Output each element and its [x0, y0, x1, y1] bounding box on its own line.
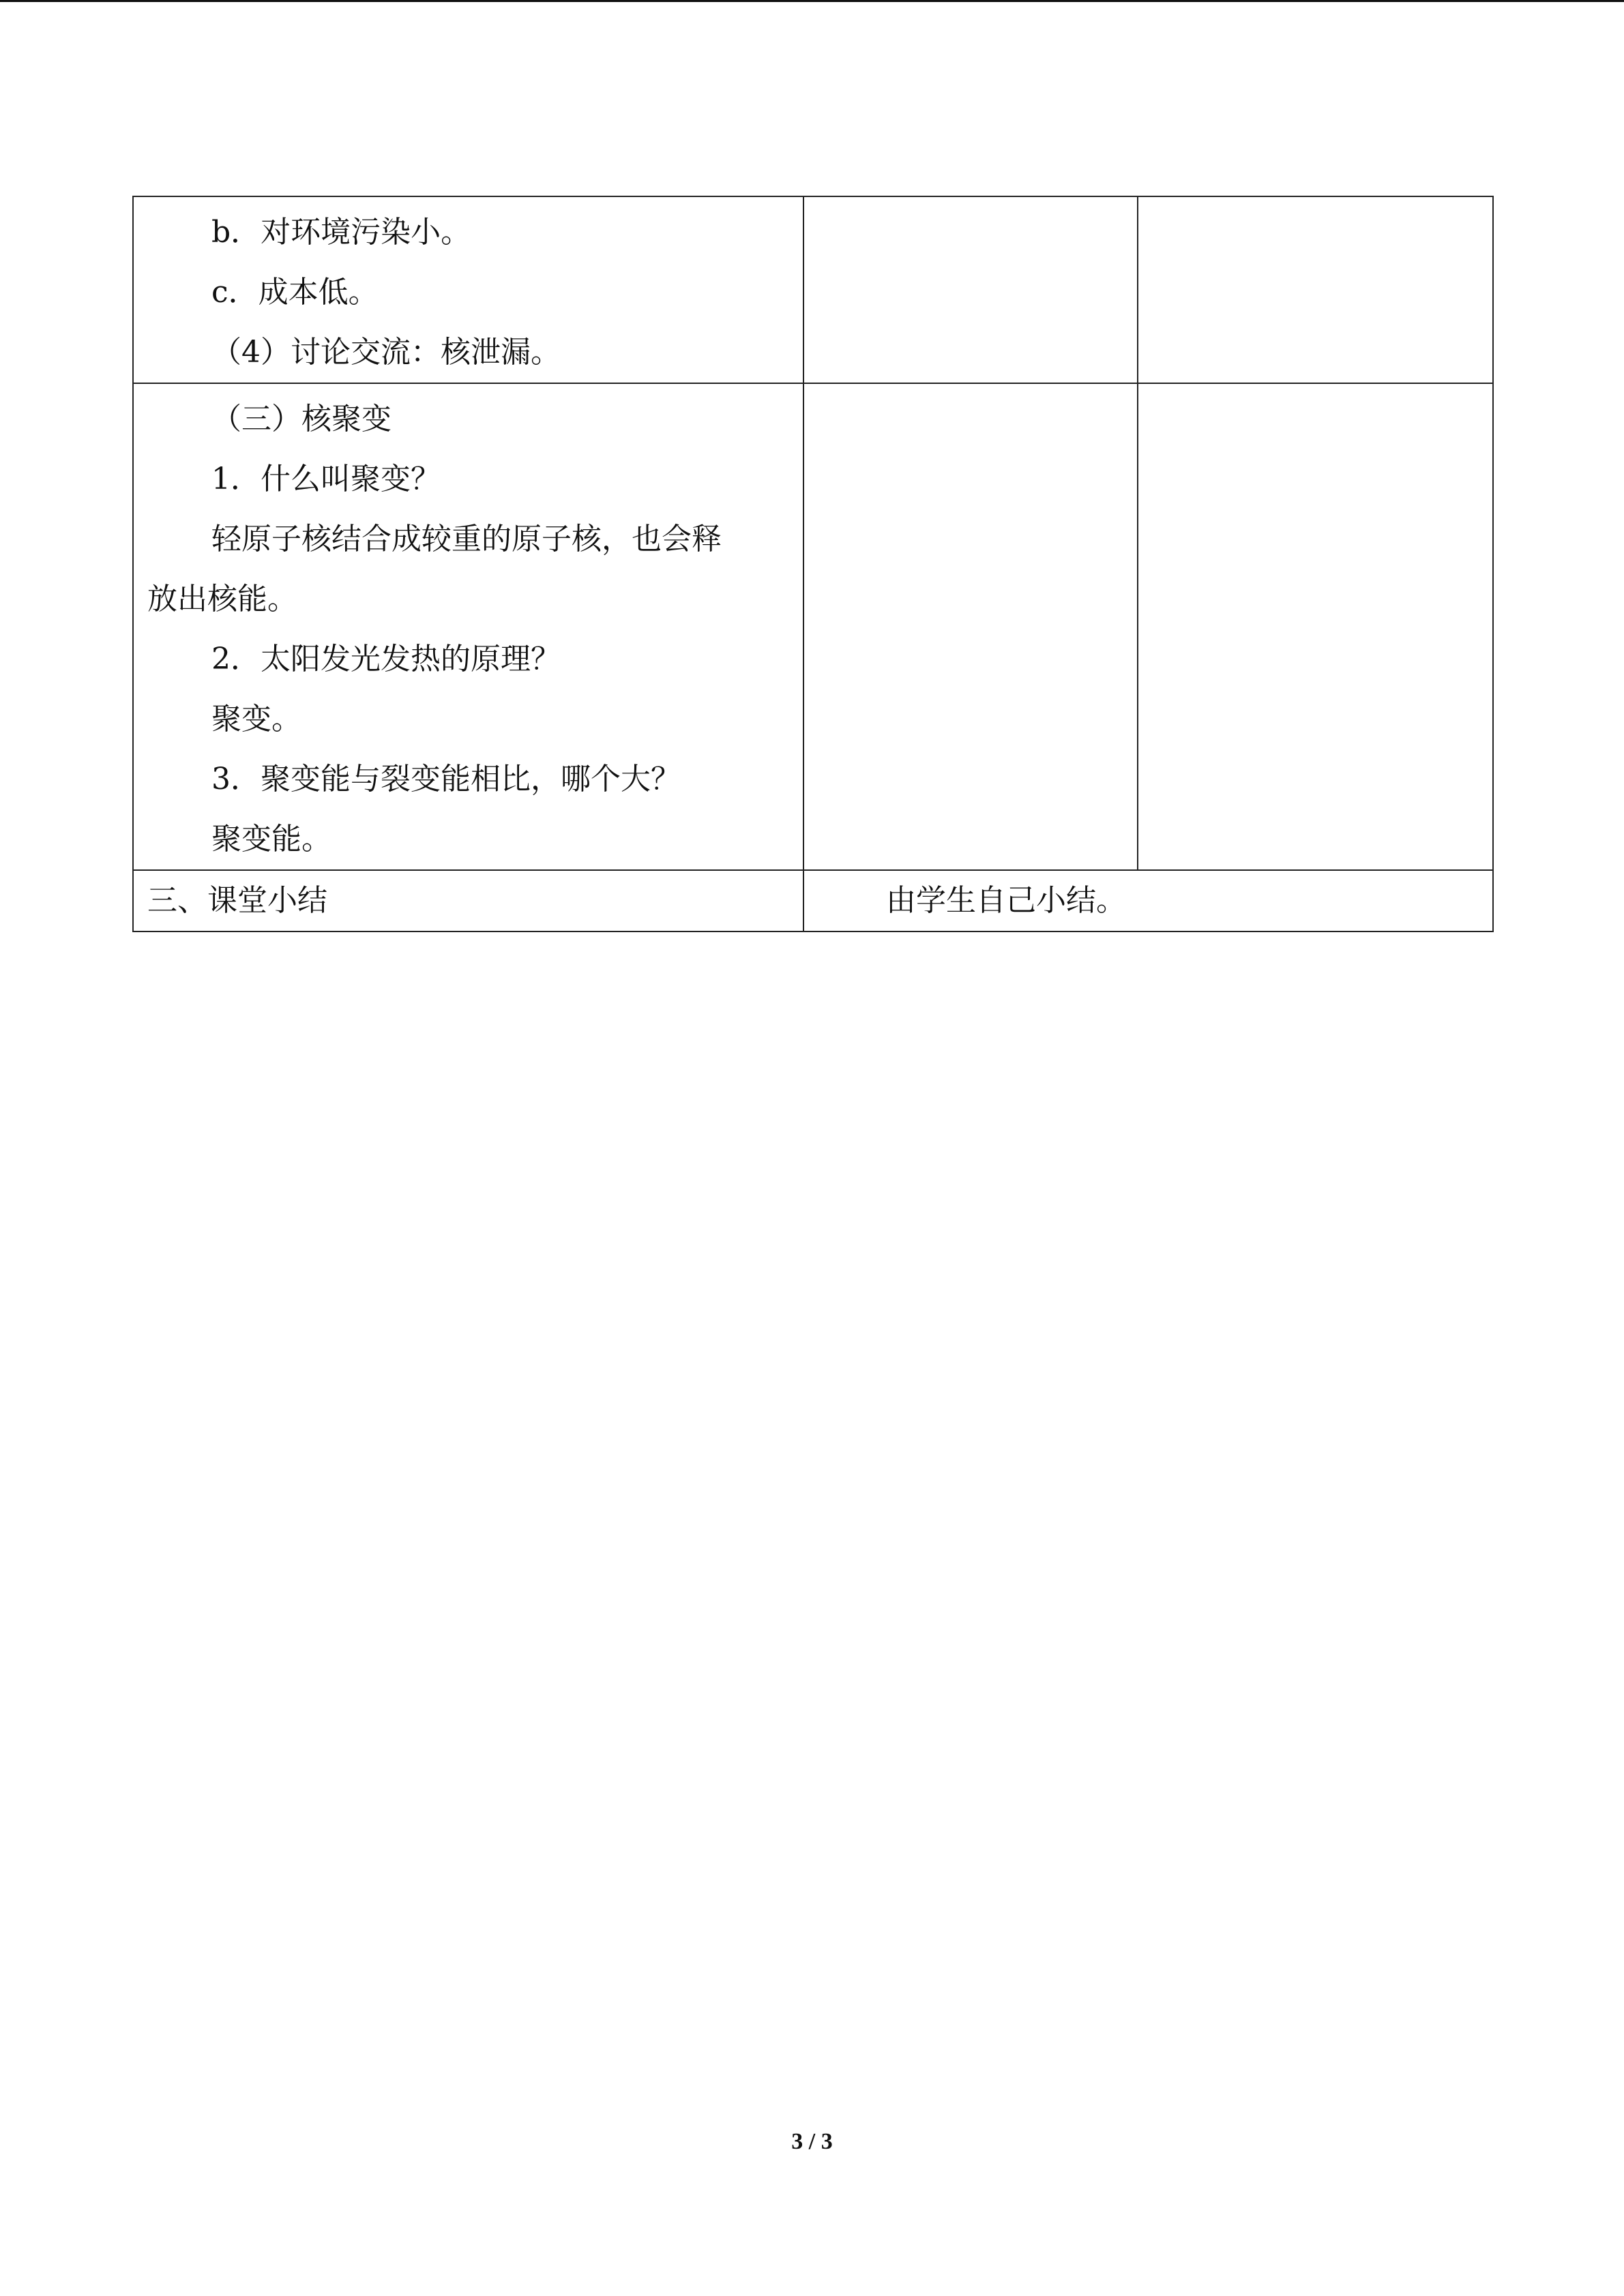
content-cell: [133, 196, 803, 383]
text-line: b．对环境污染小。: [211, 215, 471, 250]
answer-line: 聚变能。: [211, 822, 331, 856]
page-number: 3 / 3: [791, 2129, 833, 2154]
table-row: [133, 196, 1493, 383]
table-row: [133, 870, 1493, 931]
text-line: （4）讨论交流：核泄漏。: [211, 335, 561, 370]
answer-line: 聚变。: [211, 702, 301, 736]
summary-activity-text: 由学生自己小结。: [886, 883, 1126, 918]
question-line: 2．太阳发光发热的原理？: [211, 642, 561, 676]
text-line: c．成本低。: [211, 275, 379, 310]
content-cell: [133, 383, 803, 870]
question-line: 3．聚变能与裂变能相比，哪个大？: [211, 762, 681, 796]
section-label: 三、课堂小结: [147, 883, 327, 918]
empty-cell: [803, 383, 1138, 870]
summary-activity-cell: [803, 870, 1493, 931]
empty-cell: [1138, 383, 1493, 870]
empty-cell: [1138, 196, 1493, 383]
table-row: [133, 383, 1493, 870]
section-heading: （三）核聚变: [211, 402, 392, 436]
empty-cell: [803, 196, 1138, 383]
answer-line-continued: 放出核能。: [147, 582, 297, 616]
section-label-cell: [133, 870, 803, 931]
answer-line: 轻原子核结合成较重的原子核，也会释: [211, 522, 722, 556]
page-top-border: [0, 0, 1624, 2]
question-line: 1．什么叫聚变？: [211, 462, 441, 496]
lesson-plan-table: [132, 196, 1494, 932]
